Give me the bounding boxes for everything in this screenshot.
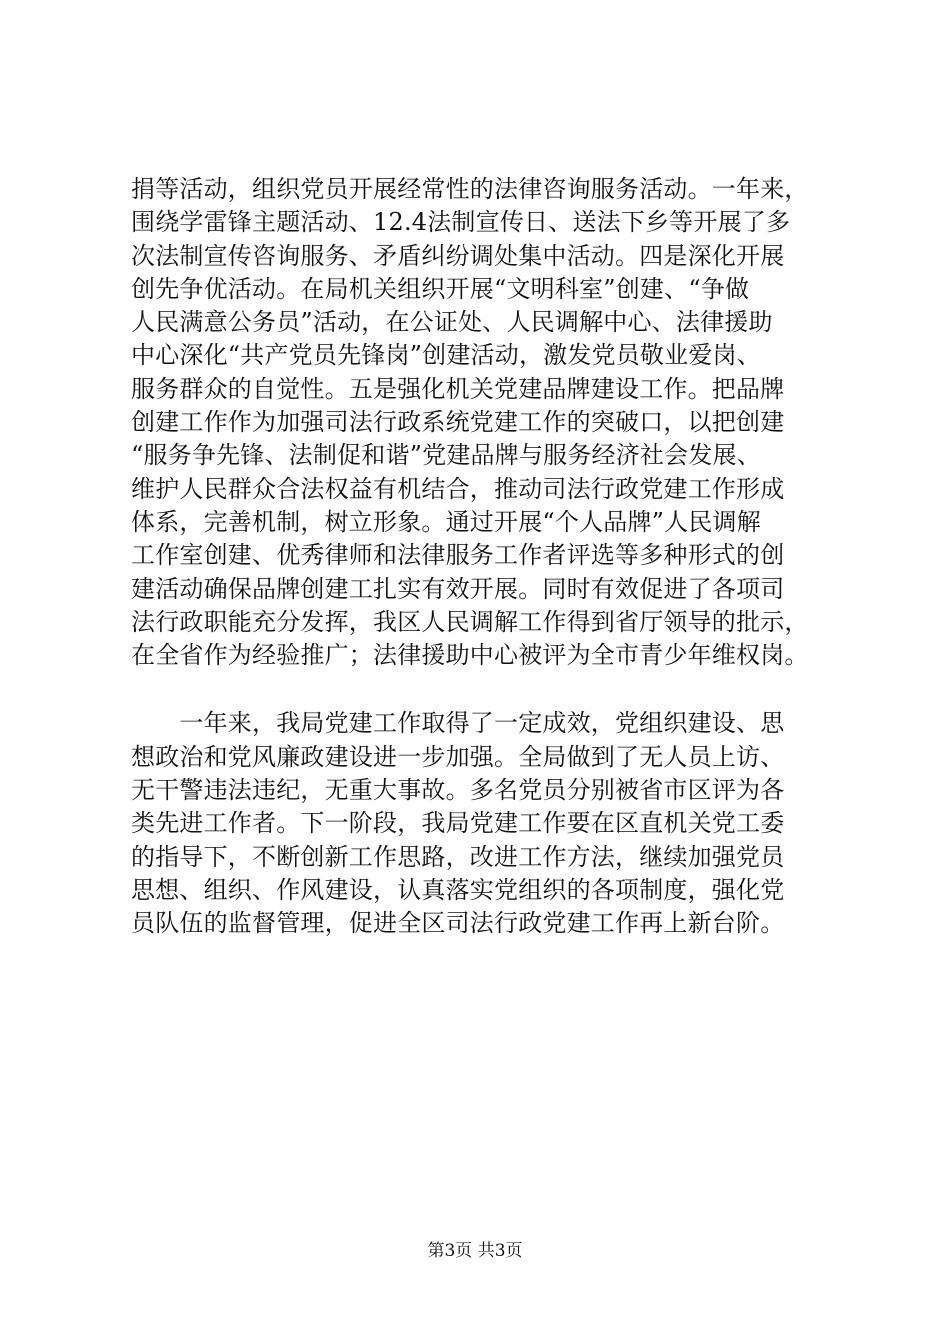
paragraph-2 xyxy=(131,707,851,940)
text-line: 创先争优活动。在局机关组织开展“文明科室”创建、“争做 xyxy=(131,274,750,303)
text-line: 无干警违法违纪，无重大事故。多名党员分别被省市区评为各 xyxy=(131,776,785,805)
text-line: 一年来，我局党建工作取得了一定成效，党组织建设、思 xyxy=(131,709,785,738)
text-line: 建活动确保品牌创建工扎实有效开展。同时有效促进了各项司 xyxy=(131,574,785,603)
text-line: 思想、组织、作风建设，认真落实党组织的各项制度，强化党 xyxy=(131,875,785,904)
text-line: 围绕学雷锋主题活动、12.4法制宣传日、送法下乡等开展了多 xyxy=(131,208,791,237)
text-line: “服务争先锋、法制促和谐”党建品牌与服务经济社会发展、 xyxy=(131,441,761,470)
text-line: 次法制宣传咨询服务、矛盾纠纷调处集中活动。四是深化开展 xyxy=(131,241,785,270)
text-line: 工作室创建、优秀律师和法律服务工作者评选等多种形式的创 xyxy=(131,541,785,570)
text-line: 在全省作为经验推广；法律援助中心被评为全市青少年维权岗。 xyxy=(131,641,809,670)
text-line: 服务群众的自觉性。五是强化机关党建品牌建设工作。把品牌 xyxy=(131,374,785,403)
document-body xyxy=(131,173,851,941)
page-number-footer: 第3页 共3页 xyxy=(427,1241,523,1261)
text-line: 中心深化“共产党员先锋岗”创建活动，激发党员敬业爱岗、 xyxy=(131,341,761,370)
text-line: 体系，完善机制，树立形象。通过开展“个人品牌”人民调解 xyxy=(131,507,761,536)
text-line: 员队伍的监督管理，促进全区司法行政党建工作再上新台阶。 xyxy=(131,909,785,938)
text-line: 的指导下，不断创新工作思路，改进工作方法，继续加强党员 xyxy=(131,842,785,871)
text-line: 创建工作作为加强司法行政系统党建工作的突破口，以把创建 xyxy=(131,408,785,437)
text-line: 人民满意公务员”活动，在公证处、人民调解中心、法律援助 xyxy=(131,308,773,337)
text-line: 类先进工作者。下一阶段，我局党建工作要在区直机关党工委 xyxy=(131,809,785,838)
paragraph-1 xyxy=(131,173,851,672)
text-line: 想政治和党风廉政建设进一步加强。全局做到了无人员上访、 xyxy=(131,742,785,771)
text-line: 捐等活动，组织党员开展经常性的法律咨询服务活动。一年来， xyxy=(131,175,809,203)
text-line: 法行政职能充分发挥，我区人民调解工作得到省厅领导的批示， xyxy=(131,607,809,636)
text-line: 维护人民群众合法权益有机结合，推动司法行政党建工作形成 xyxy=(131,474,785,503)
